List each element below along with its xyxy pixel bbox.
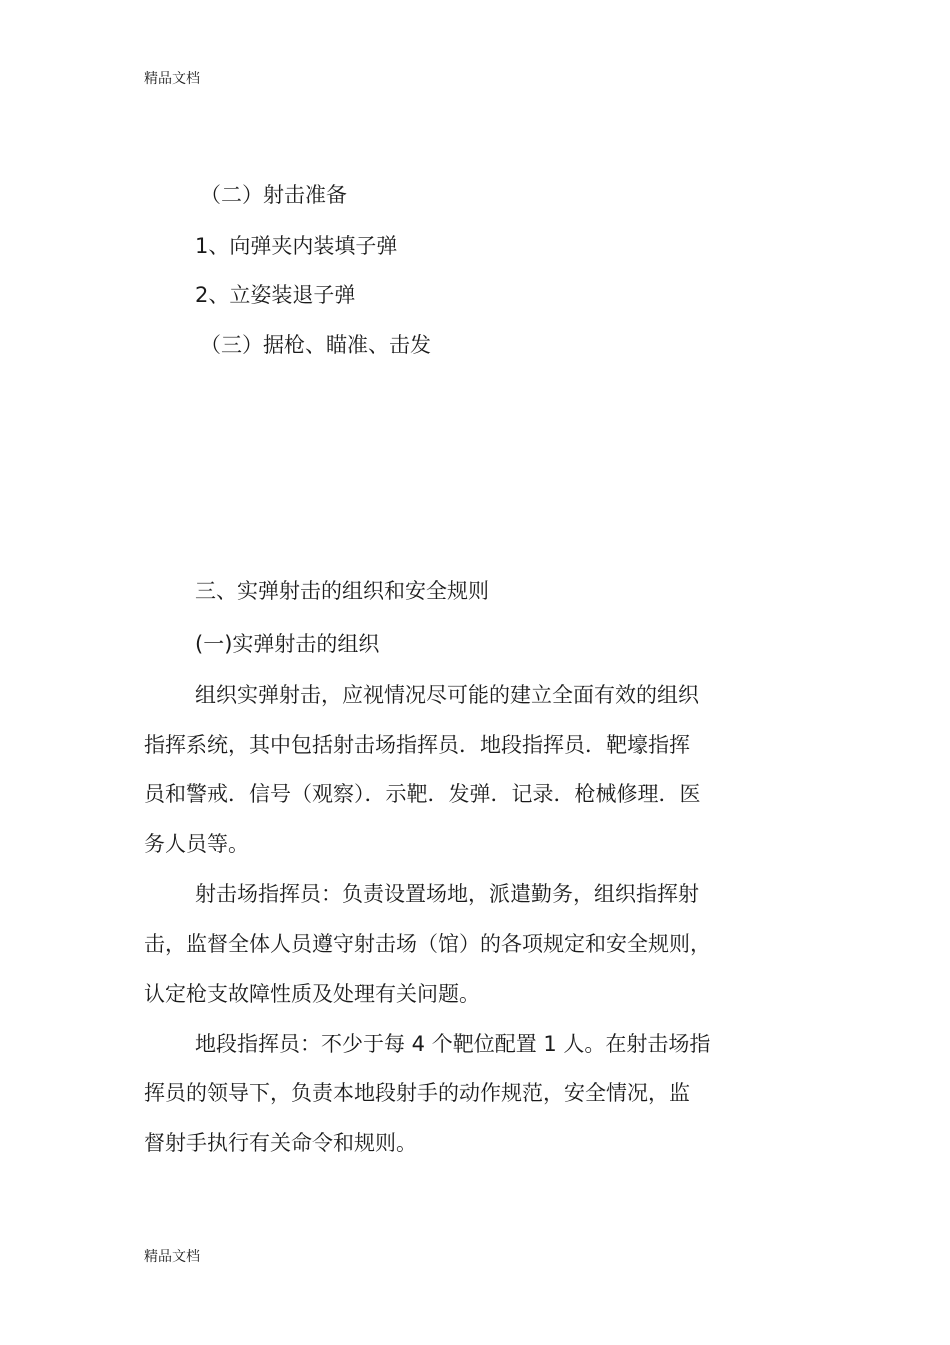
- organization-subheading: (一)实弹射击的组织: [195, 632, 380, 656]
- para1-line-1: 组织实弹射击，应视情况尽可能的建立全面有效的组织: [195, 683, 699, 707]
- para1-line-4: 务人员等。: [144, 832, 249, 856]
- part-three-title: 三、实弹射击的组织和安全规则: [195, 579, 489, 603]
- prep-item-1: 1、向弹夹内装填子弹: [195, 234, 398, 258]
- page-header-watermark: 精品文档: [144, 71, 200, 87]
- para2-line-2: 击，监督全体人员遵守射击场（馆）的各项规定和安全规则，: [144, 932, 711, 956]
- para2-line-3: 认定枪支故障性质及处理有关问题。: [144, 982, 480, 1006]
- para1-line-2: 指挥系统，其中包括射击场指挥员．地段指挥员．靶壕指挥: [144, 733, 690, 757]
- para3-line-3: 督射手执行有关命令和规则。: [144, 1131, 417, 1155]
- aim-fire-heading: （三）据枪、瞄准、击发: [200, 333, 431, 357]
- prep-item-2: 2、立姿装退子弹: [195, 283, 356, 307]
- para3-line-1: 地段指挥员：不少于每 4 个靶位配置 1 人。在射击场指: [195, 1032, 711, 1056]
- para3-line-2: 挥员的领导下，负责本地段射手的动作规范，安全情况，监: [144, 1081, 690, 1105]
- page-footer-watermark: 精品文档: [144, 1249, 200, 1265]
- shooting-prep-heading: （二）射击准备: [200, 183, 347, 207]
- para2-line-1: 射击场指挥员：负责设置场地，派遣勤务，组织指挥射: [195, 882, 699, 906]
- para1-line-3: 员和警戒．信号（观察）．示靶．发弹．记录．枪械修理．医: [144, 782, 701, 806]
